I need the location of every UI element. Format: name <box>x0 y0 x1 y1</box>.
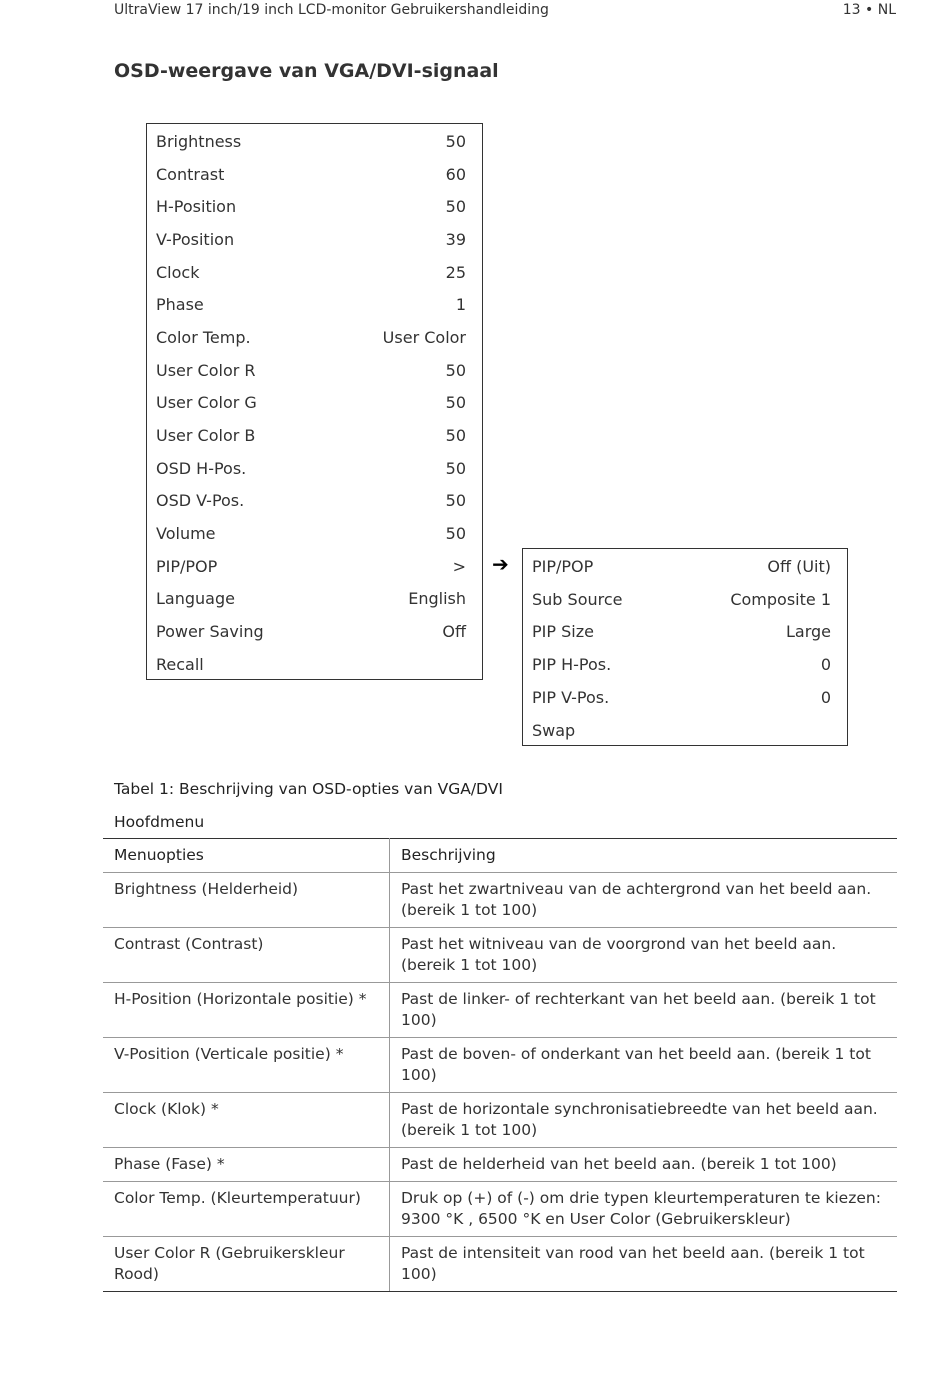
column-header-options: Menuopties <box>103 839 390 873</box>
osd-menu-item <box>147 517 482 550</box>
osd-item-value: 1 <box>455 295 466 315</box>
column-header-description: Beschrijving <box>390 839 898 873</box>
table-row <box>103 928 897 983</box>
osd-pip-submenu <box>522 548 848 746</box>
osd-item-label: OSD H-Pos. <box>156 458 247 478</box>
osd-menu-item <box>147 256 482 289</box>
osd-item-value: 25 <box>445 262 466 282</box>
menu-option-cell: H-Position (Horizontale positie) * <box>103 983 390 1038</box>
table-row <box>103 1148 897 1182</box>
osd-item-label: Swap <box>532 720 576 740</box>
osd-menu-item <box>147 223 482 256</box>
osd-menu-item <box>523 550 847 583</box>
osd-item-value: Off (Uit) <box>767 556 831 576</box>
osd-item-label: PIP Size <box>532 622 594 642</box>
osd-item-value: 50 <box>445 524 466 544</box>
osd-item-label: Sub Source <box>532 589 623 609</box>
osd-item-label: OSD V-Pos. <box>156 491 245 511</box>
menu-option-cell: Contrast (Contrast) <box>103 928 390 983</box>
description-cell: Past het witniveau van de voorgrond van het beeld aan. (bereik 1 tot 100) <box>390 928 898 983</box>
osd-item-label: Brightness <box>156 131 242 151</box>
osd-item-label: Recall <box>156 654 204 674</box>
osd-menu-item <box>147 648 482 681</box>
description-cell: Past de helderheid van het beeld aan. (bereik 1 tot 100) <box>390 1148 898 1182</box>
osd-item-label: Phase <box>156 295 204 315</box>
osd-menu-item <box>147 452 482 485</box>
page-number: 13 • NL <box>842 2 896 18</box>
running-header-title: UltraView 17 inch/19 inch LCD-monitor Gebruikershandleiding <box>114 2 549 18</box>
osd-item-value: User Color <box>382 327 466 347</box>
osd-menu-item <box>147 583 482 616</box>
osd-item-label: User Color R <box>156 360 256 380</box>
description-cell: Past de boven- of onderkant van het beeld aan. (bereik 1 tot 100) <box>390 1038 898 1093</box>
osd-item-value: English <box>408 589 466 609</box>
osd-menu-item <box>147 125 482 158</box>
osd-item-label: Color Temp. <box>156 327 251 347</box>
osd-menu-item <box>523 714 847 747</box>
table-row <box>103 1093 897 1148</box>
description-cell: Druk op (+) of (-) om drie typen kleurtemperaturen te kiezen: 9300 °K , 6500 °K en User Color (Gebruikerskleur) <box>390 1182 898 1237</box>
osd-item-value: 60 <box>445 164 466 184</box>
osd-item-label: PIP H-Pos. <box>532 655 612 675</box>
osd-item-value: 0 <box>820 688 831 708</box>
section-title: OSD-weergave van VGA/DVI-signaal <box>114 60 499 82</box>
menu-option-cell: Brightness (Helderheid) <box>103 873 390 928</box>
osd-menu-item <box>147 158 482 191</box>
table-row <box>103 983 897 1038</box>
table-row <box>103 1182 897 1237</box>
osd-item-label: Volume <box>156 524 216 544</box>
table-subtitle: Hoofdmenu <box>114 813 205 831</box>
osd-menu-item <box>523 616 847 649</box>
osd-item-value: 50 <box>445 393 466 413</box>
osd-options-table <box>103 838 897 1292</box>
osd-item-label: PIP/POP <box>156 556 218 576</box>
osd-item-label: Clock <box>156 262 200 282</box>
table-header-row <box>103 839 897 873</box>
osd-item-label: V-Position <box>156 229 235 249</box>
description-cell: Past de horizontale synchronisatiebreedte van het beeld aan. (bereik 1 tot 100) <box>390 1093 898 1148</box>
menu-option-cell: Color Temp. (Kleurtemperatuur) <box>103 1182 390 1237</box>
menu-option-cell: V-Position (Verticale positie) * <box>103 1038 390 1093</box>
osd-menu-item <box>147 190 482 223</box>
osd-menu-item <box>523 681 847 714</box>
table-caption: Tabel 1: Beschrijving van OSD-opties van VGA/DVI <box>114 780 503 798</box>
osd-item-label: User Color G <box>156 393 257 413</box>
osd-item-value: 0 <box>820 655 831 675</box>
osd-item-label: H-Position <box>156 197 237 217</box>
osd-menu-item <box>147 321 482 354</box>
description-cell: Past de intensiteit van rood van het beeld aan. (bereik 1 tot 100) <box>390 1237 898 1292</box>
description-cell: Past het zwartniveau van de achtergrond van het beeld aan. (bereik 1 tot 100) <box>390 873 898 928</box>
table-row <box>103 873 897 928</box>
osd-item-label: PIP/POP <box>532 556 594 576</box>
osd-menu-item <box>147 485 482 518</box>
menu-option-cell: Clock (Klok) * <box>103 1093 390 1148</box>
osd-item-value: 50 <box>445 491 466 511</box>
osd-item-value: Off <box>442 622 466 642</box>
osd-item-label: Language <box>156 589 235 609</box>
menu-option-cell: Phase (Fase) * <box>103 1148 390 1182</box>
osd-menu-item <box>147 419 482 452</box>
osd-item-value: 39 <box>445 229 466 249</box>
table-row <box>103 1237 897 1292</box>
osd-menu-item <box>147 354 482 387</box>
osd-menu-item <box>523 583 847 616</box>
osd-menu-item <box>147 288 482 321</box>
menu-option-cell: User Color R (Gebruikerskleur Rood) <box>103 1237 390 1292</box>
table-row <box>103 1038 897 1093</box>
osd-item-value: 50 <box>445 131 466 151</box>
osd-item-value: 50 <box>445 458 466 478</box>
osd-item-label: PIP V-Pos. <box>532 688 610 708</box>
osd-item-value: Large <box>785 622 831 642</box>
osd-main-menu <box>146 123 483 680</box>
osd-menu-item <box>147 387 482 420</box>
osd-item-value: 50 <box>445 360 466 380</box>
osd-menu-item <box>147 615 482 648</box>
osd-item-label: Contrast <box>156 164 225 184</box>
description-cell: Past de linker- of rechterkant van het beeld aan. (bereik 1 tot 100) <box>390 983 898 1038</box>
osd-item-value: > <box>452 556 466 576</box>
osd-menu-item <box>147 550 482 583</box>
osd-item-value: 50 <box>445 426 466 446</box>
osd-item-label: Power Saving <box>156 622 264 642</box>
osd-item-value: Composite 1 <box>730 589 831 609</box>
osd-item-value: 50 <box>445 197 466 217</box>
osd-item-label: User Color B <box>156 426 256 446</box>
right-arrow-icon: ➔ <box>492 552 509 576</box>
osd-menu-item <box>523 648 847 681</box>
